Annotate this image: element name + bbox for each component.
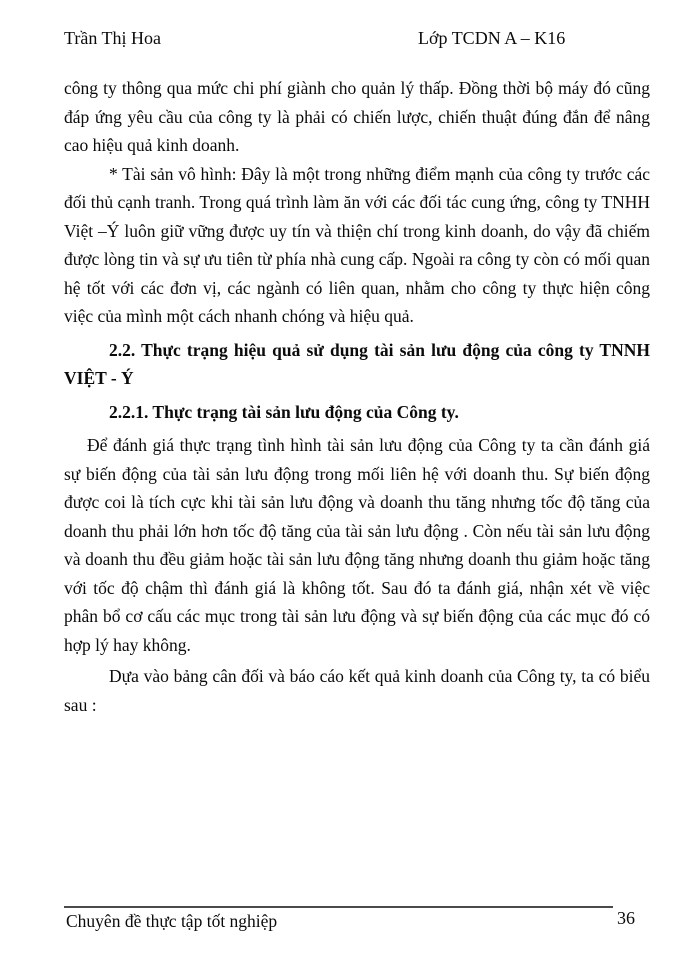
section-heading-2-2: 2.2. Thực trạng hiệu quả sử dụng tài sản lưu động của công ty TNNH VIỆT - Ý — [64, 339, 650, 388]
paragraph-intangible-assets: * Tài sản vô hình: Đây là một trong những điểm mạnh của công ty trước các đối thủ cạnh tranh. Trong quá trình làm ăn với các đối tác cung ứng, công ty TNHH Việt –Ý luôn giữ vững được uy tín và thiện chí trong kinh doanh, do vậy đã chiếm được lòng tin và sự ưu tiên từ phía nhà cung cấp. Ngoài ra công ty còn có mối quan hệ tốt với các đơn vị, các ngành có liên quan, nhằm cho công ty thực hiện công việc của mình một cách nhanh chóng và hiệu quả. — [64, 163, 650, 326]
footer-divider — [64, 906, 613, 908]
paragraph-management-cost: công ty thông qua mức chi phí giành cho quản lý thấp. Đồng thời bộ máy đó cũng đáp ứng yêu cầu của công ty là phải có chiến lược, chiến thuật đúng đắn để nâng cao hiệu quả kinh doanh. — [64, 78, 650, 155]
header-author: Trần Thị Hoa — [64, 28, 162, 48]
section-heading-2-2-1: 2.2.1. Thực trạng tài sản lưu động của Công ty. — [109, 401, 459, 422]
header-class-label: Lớp TCDN A – K16 — [418, 28, 566, 48]
page-footer — [0, 904, 700, 960]
paragraph-balance-sheet: Dựa vào bảng cân đối và báo cáo kết quả kinh doanh của Công ty, ta có biểu sau : — [64, 666, 650, 715]
footer-report-title: Chuyên đề thực tập tốt nghiệp — [66, 911, 278, 931]
paragraph-assessment: Để đánh giá thực trạng tình hình tài sản lưu động của Công ty ta cần đánh giá sự biến động của tài sản lưu động trong mối liên hệ với doanh thu. Sự biến động được coi là tích cực khi tài sản lưu động và doanh thu tăng nhưng tốc độ tăng của doanh thu phải lớn hơn tốc độ tăng của tài sản lưu động . Còn nếu tài sản lưu động và doanh thu đều giảm hoặc tài sản lưu động tăng nhưng doanh thu giảm hoặc tăng với tốc độ chậm thì đánh giá là không tốt. Sau đó ta đánh giá, nhận xét về việc phân bổ cơ cấu các mục trong tài sản lưu động và sự biến động của các mục đó có hợp lý hay không. — [64, 435, 650, 655]
page-number: 36 — [617, 908, 635, 928]
document-body — [64, 74, 650, 719]
page-header — [64, 28, 636, 52]
